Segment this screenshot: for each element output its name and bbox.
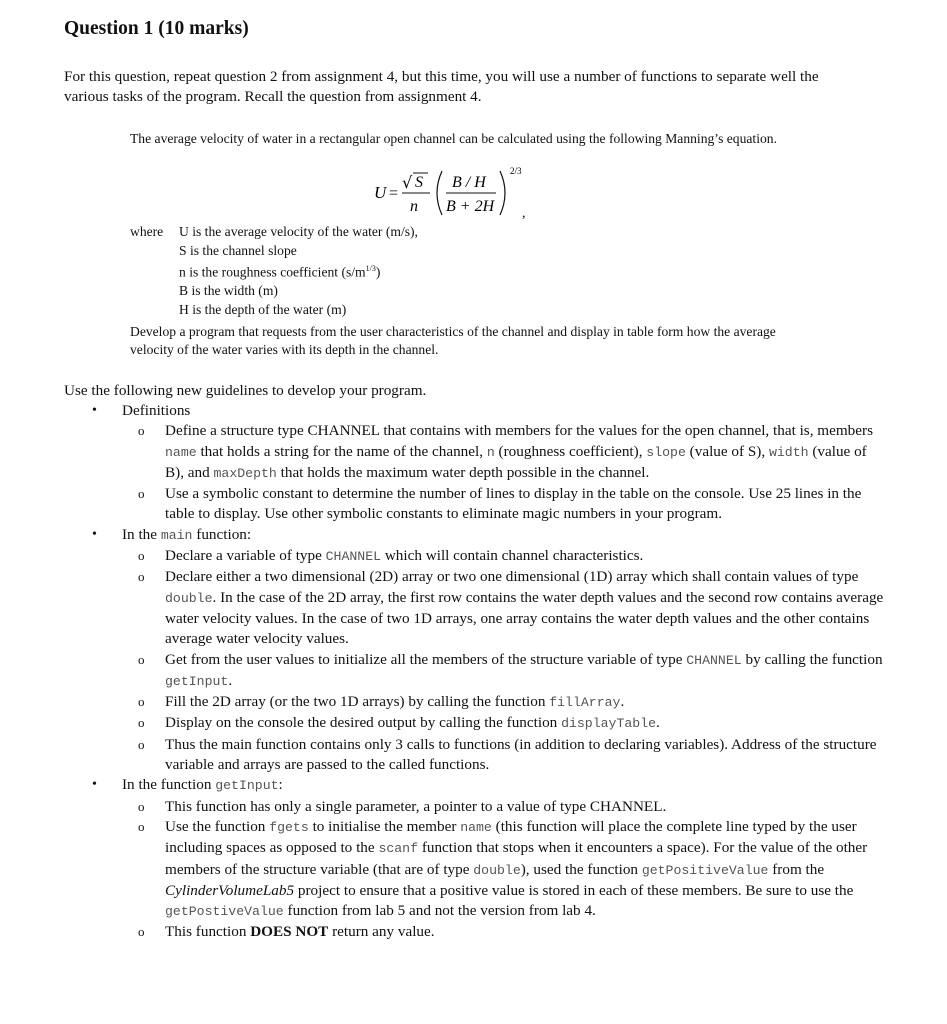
- bullet-definitions: • Definitions: [64, 401, 884, 421]
- eq-equals: =: [389, 185, 399, 202]
- list-item: o Use the function fgets to initialise the member name (this function will place the complete line typed by the user including spaces as opposed to the scanf function that stops when it encounters a space). For the value of the other members of the structure variable (that are of type double), used the function getPositiveValue from the CylinderVolumeLab5 project to ensure that a positive value is stored in each of these members. Be sure to use the getPostiveValue function from lab 5 and not the version from lab 4.: [138, 817, 868, 920]
- intro-paragraph: For this question, repeat question 2 from assignment 4, but this time, you will use a number of functions to separate well the various tasks of the program. Recall the question from assignment 4.: [64, 68, 819, 105]
- list-item: o Declare a variable of type CHANNEL which will contain channel characteristics.: [64, 546, 884, 567]
- eq-right-paren: [500, 171, 505, 215]
- manning-equation: [372, 165, 562, 221]
- eq-U: U: [374, 183, 387, 202]
- where-line: U is the average velocity of the water (m/s),: [179, 224, 418, 239]
- list-item: o Get from the user values to initialize all the members of the structure variable of type CHANNEL by calling the function getInput.: [138, 650, 883, 689]
- list-item: o This function has only a single parameter, a pointer to a value of type CHANNEL.: [64, 797, 884, 817]
- where-label: where: [130, 224, 164, 239]
- eq-left-paren: [437, 171, 442, 215]
- bullet-dot: •: [92, 526, 97, 542]
- unit-superscript: 1/3: [365, 264, 376, 274]
- question-title: Question 1 (10 marks): [64, 18, 249, 39]
- list-item: o Thus the main function contains only 3 calls to functions (in addition to declaring variables). Address of the structure variable and arrays are passed to the called functions.: [138, 735, 877, 774]
- bullet-circle: o: [138, 694, 145, 710]
- where-line: n is the roughness coefficient $(s/m^{1/3})$: [179, 264, 381, 280]
- bullet-main: • In the main function:: [64, 525, 884, 546]
- variable-definitions: [130, 223, 418, 320]
- quote-intro: The average velocity of water in a rectangular open channel can be calculated using the following Manning’s equation.: [130, 131, 777, 146]
- bullet-circle: o: [138, 423, 145, 439]
- guidelines-intro: Use the following new guidelines to develop your program.: [64, 382, 427, 399]
- bullet-circle: o: [138, 486, 145, 502]
- eq-denominator: B + 2H: [446, 198, 495, 215]
- bullet-circle: o: [138, 798, 145, 814]
- bullet-circle: o: [138, 548, 145, 564]
- recalled-question: [130, 130, 830, 148]
- bullet-circle: o: [138, 924, 145, 940]
- list-item: o Declare either a two dimensional (2D) array or two one dimensional (1D) array which shall contain values of type double. In the case of the 2D array, the first row contains the water depth values and the second row contains average water velocity values. In the case of two 1D arrays, one array contains the water depth values and the other contains average water velocity values.: [138, 568, 884, 648]
- bullet-circle: o: [138, 818, 145, 834]
- guidelines-list: [64, 401, 884, 943]
- bullet-getinput: • In the function getInput:: [64, 775, 884, 796]
- develop-paragraph: Develop a program that requests from the user characteristics of the channel and display in table form how the average velocity of the water varies with its depth in the channel.: [130, 324, 776, 357]
- bullet-circle: o: [138, 651, 145, 667]
- list-item: o Fill the 2D array (or the two 1D arrays) by calling the function fillArray.: [64, 692, 884, 713]
- list-item: o Use a symbolic constant to determine the number of lines to display in the table on the console. Use 25 lines in the table to display. Use other symbolic constants to eliminate magic numbers in your program.: [138, 485, 862, 523]
- where-line: B is the width (m): [179, 283, 278, 299]
- where-line: H is the depth of the water (m): [179, 301, 347, 317]
- list-item: o This function DOES NOT return any value.: [64, 922, 884, 942]
- list-item: o Display on the console the desired output by calling the function displayTable.: [64, 713, 884, 734]
- eq-comma: ,: [522, 206, 526, 221]
- eq-exponent: 2/3: [510, 166, 522, 176]
- bullet-circle: o: [138, 715, 145, 731]
- bullet-dot: •: [92, 403, 97, 418]
- eq-S: S: [415, 174, 423, 191]
- bullet-dot: •: [92, 777, 97, 793]
- eq-n: n: [410, 198, 418, 215]
- eq-sqrt: √: [402, 173, 413, 192]
- eq-numerator: B / H: [452, 174, 486, 191]
- where-line: S is the channel slope: [179, 242, 297, 258]
- list-item: o Define a structure type CHANNEL that contains with members for the values for the open channel, that is, members name that holds a string for the name of the channel, n (roughness coefficient), slope (value of S), width (value of B), and maxDepth that holds the maximum water depth possible in the channel.: [138, 422, 873, 481]
- bullet-circle: o: [138, 569, 145, 585]
- bullet-circle: o: [138, 736, 145, 752]
